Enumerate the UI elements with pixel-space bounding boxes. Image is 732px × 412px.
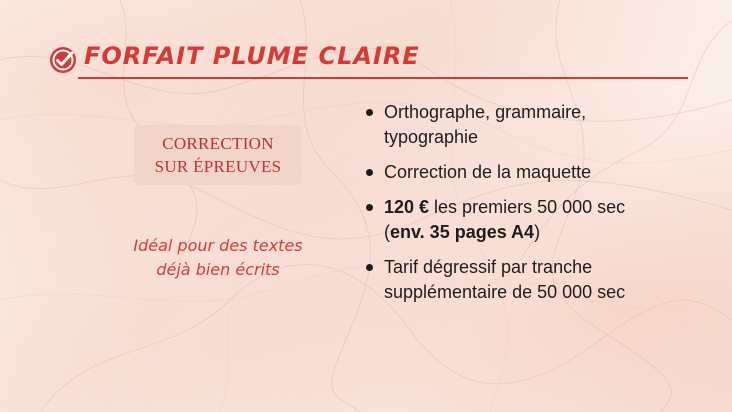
feature-item-spelling xyxy=(364,100,704,150)
bullet-icon xyxy=(366,169,373,176)
feature-item-layout xyxy=(364,160,704,185)
close-paren: ) xyxy=(534,222,541,242)
header xyxy=(48,40,688,80)
service-label-line-1: CORRECTION xyxy=(162,134,274,153)
title-underline xyxy=(78,77,688,79)
check-circle-icon xyxy=(48,45,78,75)
price-value: 120 € xyxy=(384,197,430,217)
bullet-icon xyxy=(366,264,373,271)
page-title: FORFAIT PLUME CLAIRE xyxy=(84,42,420,70)
pages-estimate: env. 35 pages A4 xyxy=(390,222,535,242)
bullet-icon xyxy=(366,109,373,116)
feature-list xyxy=(364,100,704,315)
bullet-icon xyxy=(366,204,373,211)
tagline-line-1: Idéal pour des textes xyxy=(133,236,303,255)
feature-text: Correction de la maquette xyxy=(384,162,592,182)
service-label xyxy=(134,125,302,185)
price-line xyxy=(384,195,704,220)
feature-text: typographie xyxy=(384,127,479,147)
open-paren: ( xyxy=(384,222,390,242)
feature-item-price xyxy=(364,195,704,245)
service-label-line-2: SUR ÉPREUVES xyxy=(154,157,282,176)
tagline xyxy=(100,234,336,282)
feature-item-degressive xyxy=(364,255,704,305)
feature-text: supplémentaire de 50 000 sec xyxy=(384,282,626,302)
feature-text: Tarif dégressif par tranche xyxy=(384,257,593,277)
feature-text: Orthographe, grammaire, xyxy=(384,102,587,122)
pages-line xyxy=(384,220,704,245)
price-description: les premiers 50 000 sec xyxy=(429,197,626,217)
tagline-line-2: déjà bien écrits xyxy=(156,260,280,279)
